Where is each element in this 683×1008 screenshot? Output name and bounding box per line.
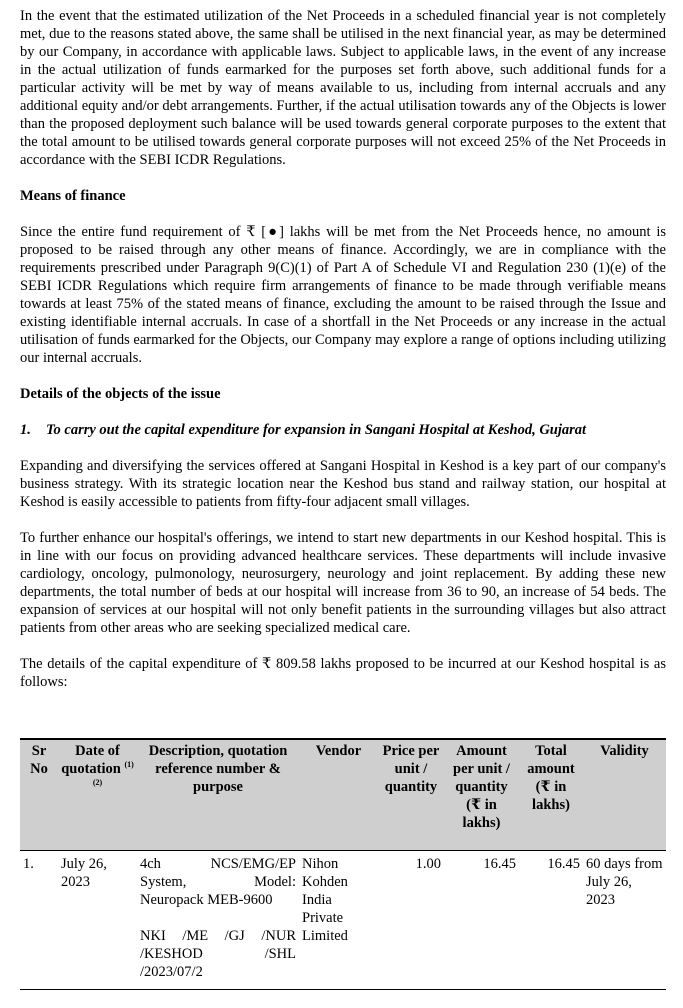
objects-details-heading: Details of the objects of the issue (20, 386, 221, 402)
header-vendor: Vendor (299, 739, 378, 851)
cell-description-text: 4ch NCS/EMG/EP System, Model: Neuropack MEB-9600 (140, 856, 296, 908)
cell-amount: 16.45 (444, 851, 519, 990)
means-of-finance-paragraph: Since the entire fund requirement of ₹ [●] lakhs will be met from the Net Proceeds hence, no amount is proposed to be raised through any other means of finance. Accordingly, we are in compliance with the requirements prescribed under Paragraph 9(C)(1) of Part A of Schedule VI and Regulation 230 (1)(e) of the SEBI ICDR Regulations which require firm arrangements of finance to be made through verifiable means towards at least 75% of the stated means of finance, excluding the amount to be raised through the Issue and existing identifiable internal accruals. In case of a shortfall in the Net Proceeds or any increase in the actual utilisation of funds earmarked for the Objects, our Company may explore a range of options including utilizing our internal accruals. (20, 224, 666, 366)
header-price: Price per unit / quantity (378, 739, 444, 851)
object-1-title-text: To carry out the capital expenditure for expansion in Sangani Hospital at Keshod, Gujarat (46, 422, 587, 438)
capex-table (20, 738, 666, 990)
means-of-finance-heading: Means of finance (20, 188, 126, 204)
strategy-paragraph: Expanding and diversifying the services offered at Sangani Hospital in Keshod is a key part of our company's business strategy. With its strategic location near the Keshod bus stand and railway station, our hospital at Keshod is easily accessible to patients from fifty-four adjacent small villages. (20, 458, 666, 510)
table-header-row (20, 739, 666, 851)
cell-description (137, 851, 299, 990)
cell-total: 16.45 (519, 851, 583, 990)
departments-paragraph: To further enhance our hospital's offerings, we intend to start new departments in our Keshod hospital. This is in line with our focus on providing advanced healthcare services. These departments will include invasive cardiology, oncology, pulmonology, neurosurgery, neurology and joint replacement. By adding these new departments, the total number of beds at our hospital will increase from 36 to 90, an increase of 54 beds. The expansion of services at our hospital will not only benefit patients in the surrounding villages but also attract patients from other areas who are seeking specialized medical care. (20, 530, 666, 636)
object-1-number: 1. (20, 422, 31, 438)
utilization-paragraph: In the event that the estimated utilization of the Net Proceeds in a scheduled financial year is not completely met, due to the reasons stated above, the same shall be utilised in the next financial year, as may be determined by our Company, in accordance with applicable laws. Subject to applicable laws, in the event of any increase in the actual utilization of funds earmarked for the purposes set forth above, such additional funds for a particular activity will be met by way of means available to us, including from internal accruals and any additional equity and/or debt arrangements. Further, if the actual utilisation towards any of the Objects is lower than the proposed deployment such balance will be used towards general corporate purposes to the extent that the total amount to be utilised towards general corporate purposes will not exceed 25% of the Net Proceeds in accordance with the SEBI ICDR Regulations. (20, 8, 666, 168)
header-amount: Amount per unit / quantity (₹ in lakhs) (444, 739, 519, 851)
cell-price: 1.00 (378, 851, 444, 990)
header-date (58, 739, 137, 851)
cell-date: July 26, 2023 (58, 851, 137, 990)
header-date-footnote: (1)(2) (92, 760, 134, 788)
header-date-text: Date of quotation (61, 743, 121, 777)
cell-sr-no: 1. (20, 851, 58, 990)
capex-intro-paragraph: The details of the capital expenditure of ₹ 809.58 lakhs proposed to be incurred at our Keshod hospital is as follows: (20, 656, 666, 690)
object-1-title (20, 421, 666, 439)
cell-vendor: Nihon Kohden India Private Limited (299, 851, 378, 990)
document-page (20, 7, 666, 691)
header-description: Description, quotation reference number & purpose (137, 739, 299, 851)
header-total: Total amount (₹ in lakhs) (519, 739, 583, 851)
cell-reference-text: NKI /ME /GJ /NUR /KESHOD /SHL /2023/07/2 (140, 928, 296, 980)
table-row (20, 851, 666, 990)
header-sr-no: Sr No (20, 739, 58, 851)
cell-validity: 60 days from July 26, 2023 (583, 851, 666, 990)
header-validity: Validity (583, 739, 666, 851)
